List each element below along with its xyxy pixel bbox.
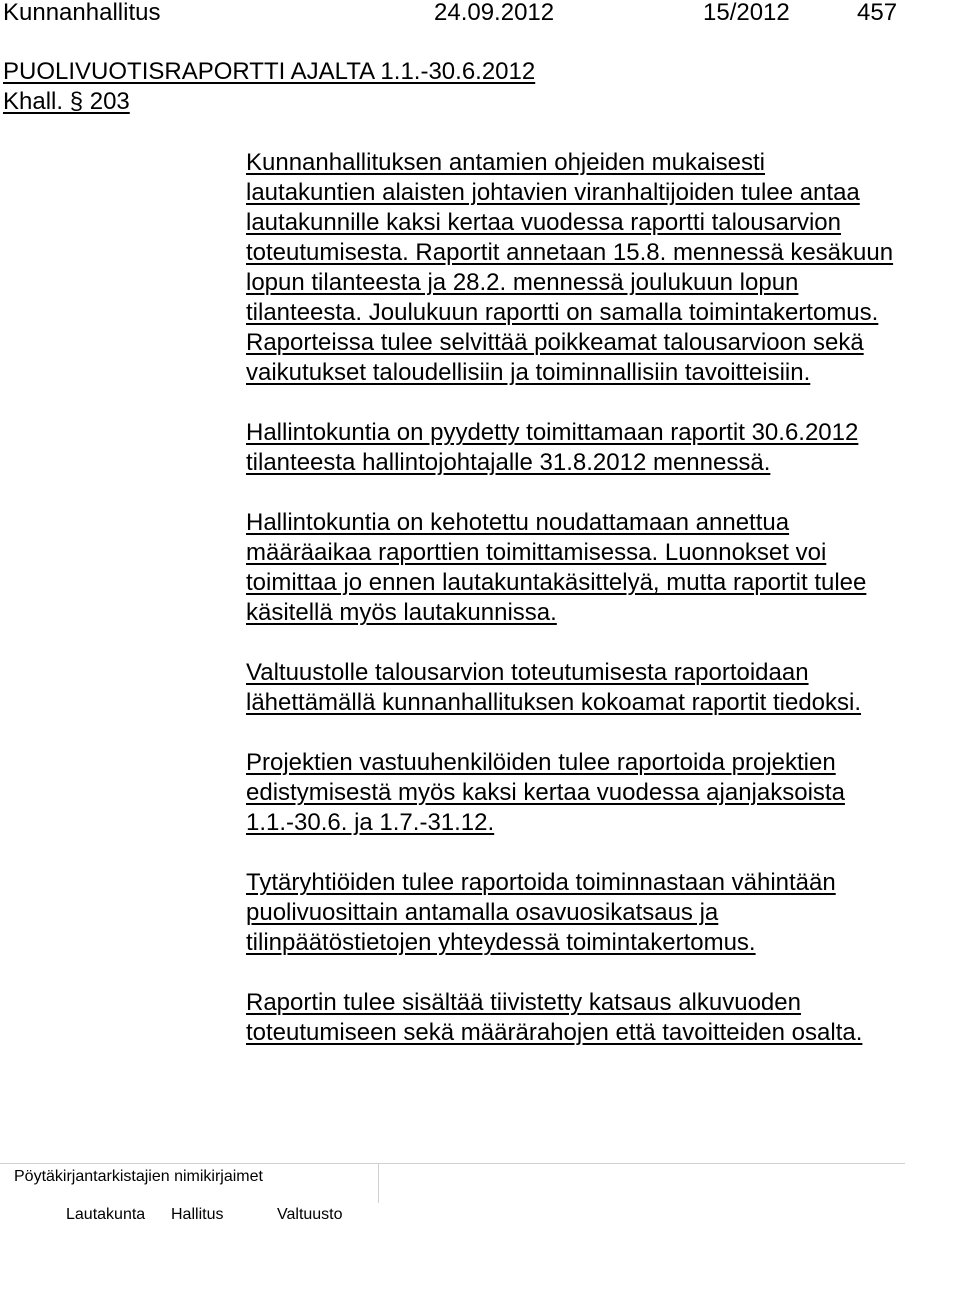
paragraph-content: Raportin tulee sisältää tiivistetty katsaus alkuvuoden toteutumiseen sekä määrärahojen että tavoitteiden osalta.	[246, 989, 863, 1046]
paragraph-projects: Projektien vastuuhenkilöiden tulee raportoida projektien edistymisestä myös kaksi kertaa vuodessa ajanjaksoista 1.1.-30.6. ja 1.7.-31.12.	[246, 749, 845, 836]
header-page-number: 457	[857, 0, 898, 26]
footer-board: Lautakunta	[66, 1206, 146, 1223]
header-org: Kunnanhallitus	[3, 0, 161, 26]
header-issue: 15/2012	[703, 0, 790, 26]
footer-column-divider	[378, 1163, 379, 1203]
paragraph-request: Hallintokuntia on pyydetty toimittamaan raportit 30.6.2012 tilanteesta hallintojohtajalle 31.8.2012 mennessä.	[246, 419, 859, 476]
paragraph-deadline: Hallintokuntia on kehotettu noudattamaan annettua määräaikaa raporttien toimittamisessa. Luonnokset voi toimittaa jo ennen lautakuntakäsittelyä, mutta raportit tulee käsitellä myös lautakunnissa.	[246, 509, 867, 626]
paragraph-council: Valtuustolle talousarvion toteutumisesta raportoidaan lähettämällä kunnanhallituksen kokoamat raportit tiedoksi.	[246, 659, 862, 716]
header-date: 24.09.2012	[434, 0, 555, 26]
footer-government: Hallitus	[171, 1206, 224, 1223]
paragraph-instructions: Kunnanhallituksen antamien ohjeiden mukaisesti lautakuntien alaisten johtavien viranhaltijoiden tulee antaa lautakunnille kaksi kertaa vuodessa raportti talousarvion toteutumisesta. Raportit annetaan 15.8. mennessä kesäkuun lopun tilanteesta ja 28.2. mennessä joulukuun lopun tilanteesta. Joulukuun raportti on samalla toimintakertomus. Raporteissa tulee selvittää poikkeamat talousarvioon sekä vaikutukset taloudellisiin ja toiminnallisiin tavoitteisiin.	[246, 149, 894, 386]
section-reference: Khall. § 203	[3, 88, 130, 115]
report-title: PUOLIVUOTISRAPORTTI AJALTA 1.1.-30.6.2012	[3, 58, 536, 85]
footer-council: Valtuusto	[277, 1206, 343, 1223]
footer-divider	[0, 1163, 905, 1164]
footer-signatures-label: Pöytäkirjantarkistajien nimikirjaimet	[14, 1168, 263, 1185]
paragraph-subsidiaries: Tytäryhtiöiden tulee raportoida toiminnastaan vähintään puolivuosittain antamalla osavuosikatsaus ja tilinpäätöstietojen yhteydessä toimintakertomus.	[246, 869, 836, 956]
